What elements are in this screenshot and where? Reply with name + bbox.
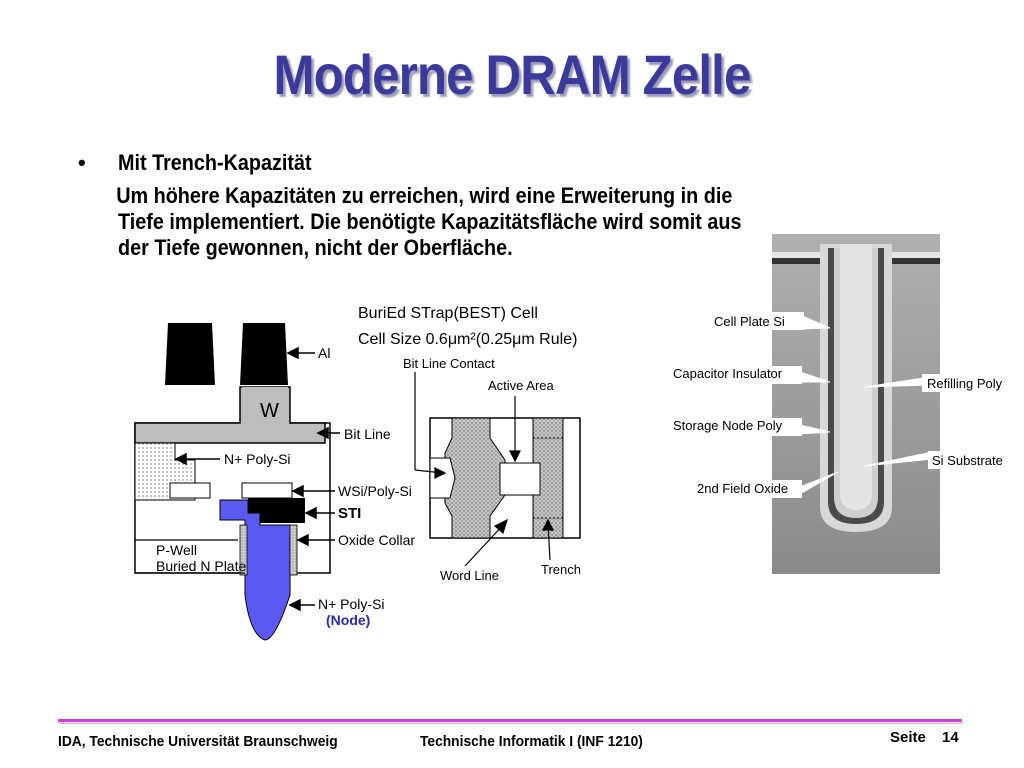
sem-label-capacitor-insulator: Capacitor Insulator <box>673 366 783 381</box>
bullet-heading: Mit Trench-Kapazität <box>118 150 312 175</box>
layout-title-line1: BuriEd STrap(BEST) Cell <box>358 305 538 322</box>
label-wsi-poly-si: WSi/Poly-Si <box>338 483 412 499</box>
label-w: W <box>260 400 279 422</box>
footer-rule <box>58 719 962 722</box>
footer-rule-thin <box>58 723 962 724</box>
layout-title-line2: Cell Size 0.6μm²(0.25μm Rule) <box>358 331 578 348</box>
label-oxide-collar: Oxide Collar <box>338 532 416 548</box>
layout-diagram <box>355 298 610 598</box>
label-sti: STI <box>338 505 362 522</box>
refill-core <box>840 244 872 510</box>
label-word-line: Word Line <box>440 568 500 583</box>
footer-page-label: Seite <box>890 729 926 746</box>
label-p-well: P-Well <box>156 542 197 558</box>
al-block <box>240 323 288 385</box>
label-al: Al <box>318 345 331 361</box>
label-n-poly-si: N+ Poly-Si <box>224 451 291 467</box>
word-line-strip <box>500 463 540 495</box>
label-node: (Node) <box>326 612 371 628</box>
sem-label-refilling-poly: Refilling Poly <box>927 376 1003 391</box>
sem-micrograph <box>660 232 1024 577</box>
slide-title: Moderne DRAM Zelle <box>273 43 751 106</box>
label-buried-n-plate: Buried N Plate <box>156 558 247 574</box>
footer-course: Technische Informatik I (INF 1210) <box>420 733 643 750</box>
label-trench: Trench <box>541 562 581 577</box>
sem-label-2nd-field-oxide: 2nd Field Oxide <box>697 481 789 496</box>
body-line: der Tiefe gewonnen, nicht der Oberfläche. <box>118 235 513 260</box>
bit-line-layer <box>135 387 325 443</box>
al-block <box>165 323 215 385</box>
sem-label-si-substrate: Si Substrate <box>932 453 1003 468</box>
sem-label-cell-plate: Cell Plate Si <box>714 314 785 329</box>
label-bit-line: Bit Line <box>344 426 391 442</box>
label-node-poly-si: N+ Poly-Si <box>318 596 385 612</box>
bullet-marker: • <box>78 150 86 175</box>
label-active-area: Active Area <box>488 378 554 393</box>
footer-institution: IDA, Technische Universität Braunschweig <box>58 733 338 750</box>
body-line: Tiefe implementiert. Die benötigte Kapazitätsfläche wird somit aus <box>118 209 742 234</box>
footer-page-number: 14 <box>942 729 959 746</box>
sem-label-storage-node-poly: Storage Node Poly <box>673 418 783 433</box>
body-line: Um höhere Kapazitäten zu erreichen, wird eine Erweiterung in die <box>116 183 733 208</box>
label-bit-line-contact: Bit Line Contact <box>403 356 495 371</box>
